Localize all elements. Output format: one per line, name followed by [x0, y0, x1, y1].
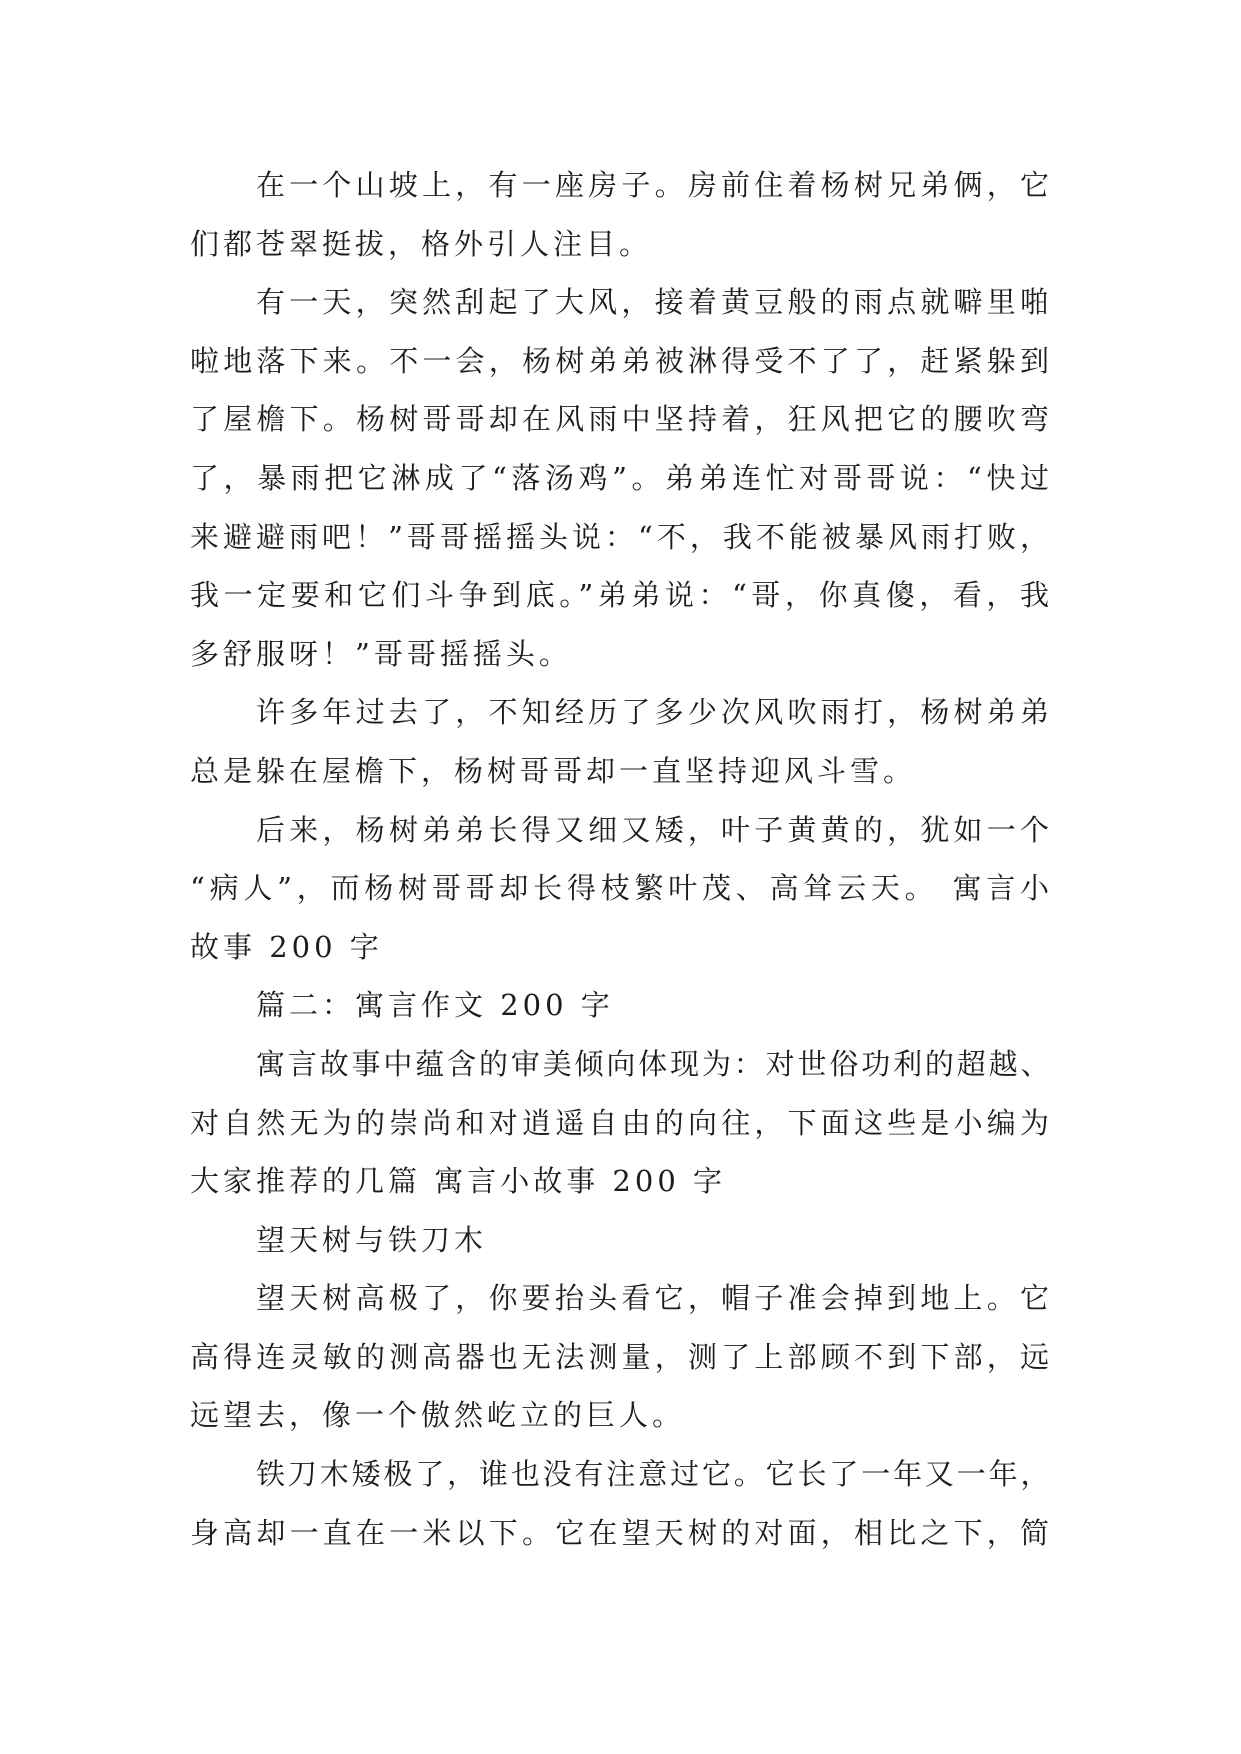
- text-line: 总是躲在屋檐下，杨树哥哥却一直坚持迎风斗雪。: [190, 753, 917, 788]
- text-line: 大家推荐的几篇 寓言小故事 200 字: [190, 1164, 727, 1199]
- text-line: 远望去，像一个傲然屹立的巨人。: [190, 1398, 686, 1433]
- text-line: 铁刀木矮极了，谁也没有注意过它。它长了一年又一年，: [256, 1457, 1052, 1492]
- text-line: 对自然无为的崇尚和对逍遥自由的向往，下面这些是小编为: [190, 1105, 1052, 1140]
- paragraph: [190, 156, 1052, 273]
- text-line: 了，暴雨把它淋成了“落汤鸡”。弟弟连忙对哥哥说：“快过: [190, 460, 1052, 495]
- paragraph: [190, 1269, 1052, 1445]
- text-line: 望天树与铁刀木: [256, 1222, 488, 1257]
- text-line: 许多年过去了，不知经历了多少次风吹雨打，杨树弟弟: [256, 695, 1052, 730]
- text-line: 啦地落下来。不一会，杨树弟弟被淋得受不了了，赶紧躲到: [190, 343, 1052, 378]
- paragraph: [190, 1445, 1052, 1562]
- story-title: [190, 1211, 1052, 1270]
- text-line: 有一天，突然刮起了大风，接着黄豆般的雨点就噼里啪: [256, 285, 1052, 320]
- text-line: 在一个山坡上，有一座房子。房前住着杨树兄弟俩，它: [256, 168, 1052, 202]
- text-line: 多舒服呀！”哥哥摇摇头。: [190, 636, 572, 671]
- text-line: “病人”，而杨树哥哥却长得枝繁叶茂、高耸云天。 寓言小: [190, 871, 1052, 906]
- text-line: 们都苍翠挺拔，格外引人注目。: [190, 226, 653, 261]
- text-line: 高得连灵敏的测高器也无法测量，测了上部顾不到下部，远: [190, 1339, 1052, 1374]
- text-line: 望天树高极了，你要抬头看它，帽子准会掉到地上。它: [256, 1281, 1052, 1316]
- text-line: 寓言故事中蕴含的审美倾向体现为：对世俗功利的超越、: [256, 1046, 1052, 1081]
- paragraph: [190, 801, 1052, 977]
- text-line: 故事 200 字: [190, 929, 383, 964]
- text-line: 我一定要和它们斗争到底。”弟弟说：“哥，你真傻，看，我: [190, 578, 1052, 613]
- paragraph: [190, 683, 1052, 800]
- section-heading: [190, 976, 1052, 1035]
- text-line: 篇二：寓言作文 200 字: [256, 988, 614, 1023]
- paragraph: [190, 1035, 1052, 1211]
- text-line: 了屋檐下。杨树哥哥却在风雨中坚持着，狂风把它的腰吹弯: [190, 402, 1052, 437]
- text-line: 身高却一直在一米以下。它在望天树的对面，相比之下，简: [190, 1515, 1052, 1550]
- text-line: 后来，杨树弟弟长得又细又矮，叶子黄黄的，犹如一个: [256, 812, 1052, 847]
- document-body: [190, 156, 1052, 1562]
- text-line: 来避避雨吧！”哥哥摇摇头说：“不，我不能被暴风雨打败，: [190, 519, 1052, 554]
- paragraph: [190, 273, 1052, 683]
